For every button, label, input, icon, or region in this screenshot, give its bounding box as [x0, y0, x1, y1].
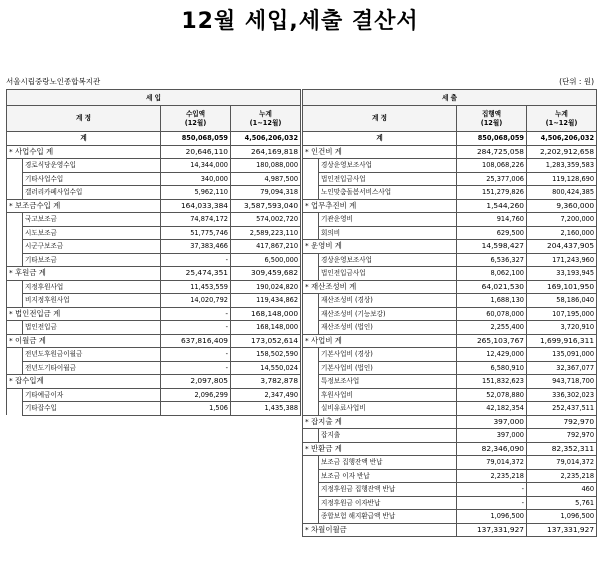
cumulative-cell: 58,186,040 — [527, 294, 597, 308]
cumulative-cell: 168,148,000 — [231, 307, 301, 321]
item-label: 재산조성비 (기능보강) — [319, 307, 457, 321]
category-label: * 잡수입계 — [7, 375, 161, 389]
item-row — [303, 159, 597, 173]
amount-cell: 151,832,623 — [457, 375, 527, 389]
cumulative-cell: 792,970 — [527, 429, 597, 443]
category-row — [303, 199, 597, 213]
category-label: * 운영비 계 — [303, 240, 457, 254]
amount-cell: 82,346,090 — [457, 442, 527, 456]
total-cumulative: 4,506,206,032 — [527, 132, 597, 146]
indent-cell — [303, 172, 319, 186]
cumulative-cell: 800,424,385 — [527, 186, 597, 200]
indent-cell — [7, 402, 23, 416]
amount-cell: - — [161, 348, 231, 362]
indent-cell — [7, 361, 23, 375]
item-label: 기타보조금 — [23, 253, 161, 267]
item-row — [7, 294, 301, 308]
cumulative-cell: 460 — [527, 483, 597, 497]
cumulative-cell: 3,587,593,040 — [231, 199, 301, 213]
item-row — [303, 496, 597, 510]
category-row — [7, 267, 301, 281]
indent-cell — [303, 456, 319, 470]
revenue-table — [6, 89, 301, 416]
category-label: * 후원금 계 — [7, 267, 161, 281]
amount-cell: - — [161, 361, 231, 375]
cumulative-header: 누계 (1~12월) — [527, 106, 597, 132]
indent-cell — [303, 496, 319, 510]
item-row — [303, 361, 597, 375]
expenditure-section-header — [303, 90, 597, 106]
amount-cell: 79,014,372 — [457, 456, 527, 470]
amount-cell: 25,377,006 — [457, 172, 527, 186]
category-row — [7, 199, 301, 213]
cumulative-cell: 1,283,359,583 — [527, 159, 597, 173]
amount-cell: 265,103,767 — [457, 334, 527, 348]
indent-cell — [7, 172, 23, 186]
category-row — [303, 442, 597, 456]
total-amount: 850,068,059 — [457, 132, 527, 146]
indent-cell — [303, 294, 319, 308]
item-row — [7, 280, 301, 294]
item-row — [303, 267, 597, 281]
category-row — [303, 240, 597, 254]
indent-cell — [7, 159, 23, 173]
item-label: 실비유료사업비 — [319, 402, 457, 416]
amount-cell: 20,646,110 — [161, 145, 231, 159]
item-row — [7, 240, 301, 254]
amount-cell: 42,182,354 — [457, 402, 527, 416]
item-label: 잡지출 — [319, 429, 457, 443]
amount-cell: 12,429,000 — [457, 348, 527, 362]
indent-cell — [303, 213, 319, 227]
amount-cell: 8,062,100 — [457, 267, 527, 281]
indent-cell — [7, 388, 23, 402]
amount-header: 수입액 (12월) — [161, 106, 231, 132]
cumulative-cell: 79,014,372 — [527, 456, 597, 470]
expenditure-table — [302, 89, 597, 537]
item-label: 특정보조사업 — [319, 375, 457, 389]
item-row — [303, 321, 597, 335]
amount-cell: 5,962,110 — [161, 186, 231, 200]
item-row — [303, 456, 597, 470]
category-row — [303, 280, 597, 294]
indent-cell — [7, 186, 23, 200]
cumulative-cell: 2,160,000 — [527, 226, 597, 240]
expenditure-section-label: 세 출 — [303, 90, 597, 106]
indent-cell — [7, 253, 23, 267]
amount-cell: 284,725,058 — [457, 145, 527, 159]
total-amount: 850,068,059 — [161, 132, 231, 146]
cumulative-cell: 2,589,223,110 — [231, 226, 301, 240]
amount-cell: 1,096,500 — [457, 510, 527, 524]
item-label: 기타잡수입 — [23, 402, 161, 416]
item-label: 전년도후원금이월금 — [23, 348, 161, 362]
amount-cell: 397,000 — [457, 429, 527, 443]
cumulative-cell: 252,437,511 — [527, 402, 597, 416]
cumulative-cell: 82,352,311 — [527, 442, 597, 456]
item-row — [303, 294, 597, 308]
category-row — [7, 334, 301, 348]
item-label: 회의비 — [319, 226, 457, 240]
amount-cell: 60,078,000 — [457, 307, 527, 321]
cumulative-cell: 173,052,614 — [231, 334, 301, 348]
amount-cell: 14,344,000 — [161, 159, 231, 173]
item-label: 법인전입금사업 — [319, 172, 457, 186]
item-label: 보조금 이자 반납 — [319, 469, 457, 483]
item-row — [303, 226, 597, 240]
cumulative-cell: 14,550,024 — [231, 361, 301, 375]
item-row — [303, 172, 597, 186]
indent-cell — [303, 253, 319, 267]
indent-cell — [7, 240, 23, 254]
amount-cell: 14,598,427 — [457, 240, 527, 254]
item-row — [7, 253, 301, 267]
item-row — [303, 307, 597, 321]
indent-cell — [303, 186, 319, 200]
total-label: 계 — [7, 132, 161, 146]
indent-cell — [303, 361, 319, 375]
item-label: 갤러리카페사업수입 — [23, 186, 161, 200]
amount-cell: 108,068,226 — [457, 159, 527, 173]
cumulative-cell: 204,437,905 — [527, 240, 597, 254]
amount-cell: - — [457, 483, 527, 497]
amount-cell: 51,775,746 — [161, 226, 231, 240]
cumulative-cell: 417,867,210 — [231, 240, 301, 254]
account-header: 계 정 — [7, 106, 161, 132]
item-row — [303, 213, 597, 227]
indent-cell — [303, 402, 319, 416]
item-label: 보조금 집행잔액 반납 — [319, 456, 457, 470]
amount-cell: 1,544,260 — [457, 199, 527, 213]
cumulative-cell: 190,024,820 — [231, 280, 301, 294]
cumulative-cell: 119,434,862 — [231, 294, 301, 308]
indent-cell — [303, 469, 319, 483]
cumulative-cell: 3,720,910 — [527, 321, 597, 335]
item-label: 종합보험 해지환급액 반납 — [319, 510, 457, 524]
amount-cell: - — [161, 307, 231, 321]
cumulative-cell: 137,331,927 — [527, 523, 597, 537]
item-label: 시도보조금 — [23, 226, 161, 240]
item-row — [7, 348, 301, 362]
indent-cell — [303, 388, 319, 402]
revenue-total-row — [7, 132, 301, 146]
item-row — [303, 388, 597, 402]
item-label: 지정후원금 이자반납 — [319, 496, 457, 510]
amount-cell: 397,000 — [457, 415, 527, 429]
amount-cell: 637,816,409 — [161, 334, 231, 348]
item-row — [303, 469, 597, 483]
indent-cell — [303, 348, 319, 362]
item-row — [7, 213, 301, 227]
category-label: * 이월금 계 — [7, 334, 161, 348]
category-label: * 잡지출 계 — [303, 415, 457, 429]
indent-cell — [7, 226, 23, 240]
indent-cell — [7, 348, 23, 362]
cumulative-cell: 2,235,218 — [527, 469, 597, 483]
amount-cell: 2,097,805 — [161, 375, 231, 389]
item-row — [7, 226, 301, 240]
cumulative-header: 누계 (1~12월) — [231, 106, 301, 132]
item-row — [303, 483, 597, 497]
item-label: 기관운영비 — [319, 213, 457, 227]
category-label: * 보조금수입 계 — [7, 199, 161, 213]
indent-cell — [303, 321, 319, 335]
amount-cell: 137,331,927 — [457, 523, 527, 537]
category-label: * 인건비 계 — [303, 145, 457, 159]
item-row — [7, 388, 301, 402]
indent-cell — [7, 280, 23, 294]
category-row — [303, 523, 597, 537]
category-label: * 차월이월금 — [303, 523, 457, 537]
cumulative-cell: 1,435,388 — [231, 402, 301, 416]
category-label: * 사업비 계 — [303, 334, 457, 348]
indent-cell — [303, 226, 319, 240]
item-label: 시군구보조금 — [23, 240, 161, 254]
item-label: 기본사업비 (법인) — [319, 361, 457, 375]
indent-cell — [303, 483, 319, 497]
amount-cell: 37,383,466 — [161, 240, 231, 254]
cumulative-cell: 168,148,000 — [231, 321, 301, 335]
indent-cell — [7, 213, 23, 227]
cumulative-cell: 107,195,000 — [527, 307, 597, 321]
account-header: 계 정 — [303, 106, 457, 132]
item-label: 경상운영보조사업 — [319, 253, 457, 267]
cumulative-cell: 5,761 — [527, 496, 597, 510]
item-label: 경상운영보조사업 — [319, 159, 457, 173]
cumulative-cell: 1,096,500 — [527, 510, 597, 524]
expenditure-column-header — [303, 106, 597, 132]
item-label: 기본사업비 (경상) — [319, 348, 457, 362]
amount-cell: 6,536,327 — [457, 253, 527, 267]
cumulative-cell: 135,091,000 — [527, 348, 597, 362]
amount-cell: 340,000 — [161, 172, 231, 186]
category-row — [303, 415, 597, 429]
category-row — [7, 307, 301, 321]
item-row — [7, 186, 301, 200]
item-row — [303, 186, 597, 200]
amount-cell: 2,235,218 — [457, 469, 527, 483]
organization-name: 서울시립중랑노인종합복지관 — [6, 77, 101, 86]
expenditure-total-row — [303, 132, 597, 146]
cumulative-cell: 4,987,500 — [231, 172, 301, 186]
item-row — [7, 402, 301, 416]
indent-cell — [303, 375, 319, 389]
amount-cell: 1,688,130 — [457, 294, 527, 308]
item-label: 기타사업수입 — [23, 172, 161, 186]
cumulative-cell: 79,094,318 — [231, 186, 301, 200]
item-label: 노인맞춤돌봄서비스사업 — [319, 186, 457, 200]
category-row — [7, 375, 301, 389]
cumulative-cell: 6,500,000 — [231, 253, 301, 267]
item-label: 재산조성비 (경상) — [319, 294, 457, 308]
amount-cell: - — [457, 496, 527, 510]
unit-label: (단위 : 원) — [559, 77, 594, 86]
item-label: 법인전입금사업 — [319, 267, 457, 281]
item-label: 비지정후원사업 — [23, 294, 161, 308]
amount-header: 집행액 (12월) — [457, 106, 527, 132]
item-row — [303, 375, 597, 389]
item-row — [303, 253, 597, 267]
cumulative-cell: 7,200,000 — [527, 213, 597, 227]
amount-cell: 6,580,910 — [457, 361, 527, 375]
cumulative-cell: 2,347,490 — [231, 388, 301, 402]
total-label: 계 — [303, 132, 457, 146]
amount-cell: 1,506 — [161, 402, 231, 416]
item-row — [303, 402, 597, 416]
total-cumulative: 4,506,206,032 — [231, 132, 301, 146]
item-row — [7, 159, 301, 173]
amount-cell: 629,500 — [457, 226, 527, 240]
cumulative-cell: 180,088,000 — [231, 159, 301, 173]
amount-cell: 25,474,351 — [161, 267, 231, 281]
cumulative-cell: 2,202,912,658 — [527, 145, 597, 159]
cumulative-cell: 264,169,818 — [231, 145, 301, 159]
item-row — [7, 361, 301, 375]
item-label: 경로식당운영수입 — [23, 159, 161, 173]
amount-cell: 151,279,826 — [457, 186, 527, 200]
revenue-column-header — [7, 106, 301, 132]
revenue-section-label: 세 입 — [7, 90, 301, 106]
category-row — [7, 145, 301, 159]
revenue-section-header — [7, 90, 301, 106]
indent-cell — [303, 307, 319, 321]
item-row — [303, 429, 597, 443]
document-title: 12월 세입,세출 결산서 — [181, 9, 419, 34]
category-label: * 사업수입 계 — [7, 145, 161, 159]
cumulative-cell: 9,360,000 — [527, 199, 597, 213]
item-label: 기타예금이자 — [23, 388, 161, 402]
indent-cell — [303, 267, 319, 281]
cumulative-cell: 574,002,720 — [231, 213, 301, 227]
cumulative-cell: 32,367,077 — [527, 361, 597, 375]
cumulative-cell: 158,502,590 — [231, 348, 301, 362]
cumulative-cell: 336,302,023 — [527, 388, 597, 402]
item-label: 국고보조금 — [23, 213, 161, 227]
cumulative-cell: 119,128,690 — [527, 172, 597, 186]
amount-cell: 14,020,792 — [161, 294, 231, 308]
indent-cell — [303, 159, 319, 173]
cumulative-cell: 792,970 — [527, 415, 597, 429]
category-row — [303, 334, 597, 348]
category-label: * 재산조성비 계 — [303, 280, 457, 294]
indent-cell — [303, 429, 319, 443]
cumulative-cell: 171,243,960 — [527, 253, 597, 267]
item-row — [7, 321, 301, 335]
category-label: * 법인전입금 계 — [7, 307, 161, 321]
cumulative-cell: 1,699,916,311 — [527, 334, 597, 348]
amount-cell: 74,874,172 — [161, 213, 231, 227]
item-label: 법인전입금 — [23, 321, 161, 335]
item-row — [7, 172, 301, 186]
amount-cell: 914,760 — [457, 213, 527, 227]
indent-cell — [7, 321, 23, 335]
category-label: * 업무추진비 계 — [303, 199, 457, 213]
amount-cell: 64,021,530 — [457, 280, 527, 294]
amount-cell: - — [161, 321, 231, 335]
item-label: 후원사업비 — [319, 388, 457, 402]
item-label: 지정후원금 집행잔액 반납 — [319, 483, 457, 497]
indent-cell — [7, 294, 23, 308]
cumulative-cell: 943,718,700 — [527, 375, 597, 389]
item-row — [303, 510, 597, 524]
cumulative-cell: 33,193,945 — [527, 267, 597, 281]
amount-cell: 2,096,299 — [161, 388, 231, 402]
category-row — [303, 145, 597, 159]
amount-cell: - — [161, 253, 231, 267]
amount-cell: 52,078,880 — [457, 388, 527, 402]
indent-cell — [303, 510, 319, 524]
category-label: * 반환금 계 — [303, 442, 457, 456]
item-row — [303, 348, 597, 362]
amount-cell: 2,255,400 — [457, 321, 527, 335]
amount-cell: 164,033,384 — [161, 199, 231, 213]
cumulative-cell: 3,782,878 — [231, 375, 301, 389]
item-label: 재산조성비 (법인) — [319, 321, 457, 335]
item-label: 전년도기타이월금 — [23, 361, 161, 375]
amount-cell: 11,453,559 — [161, 280, 231, 294]
item-label: 지정후원사업 — [23, 280, 161, 294]
cumulative-cell: 309,459,682 — [231, 267, 301, 281]
cumulative-cell: 169,101,950 — [527, 280, 597, 294]
